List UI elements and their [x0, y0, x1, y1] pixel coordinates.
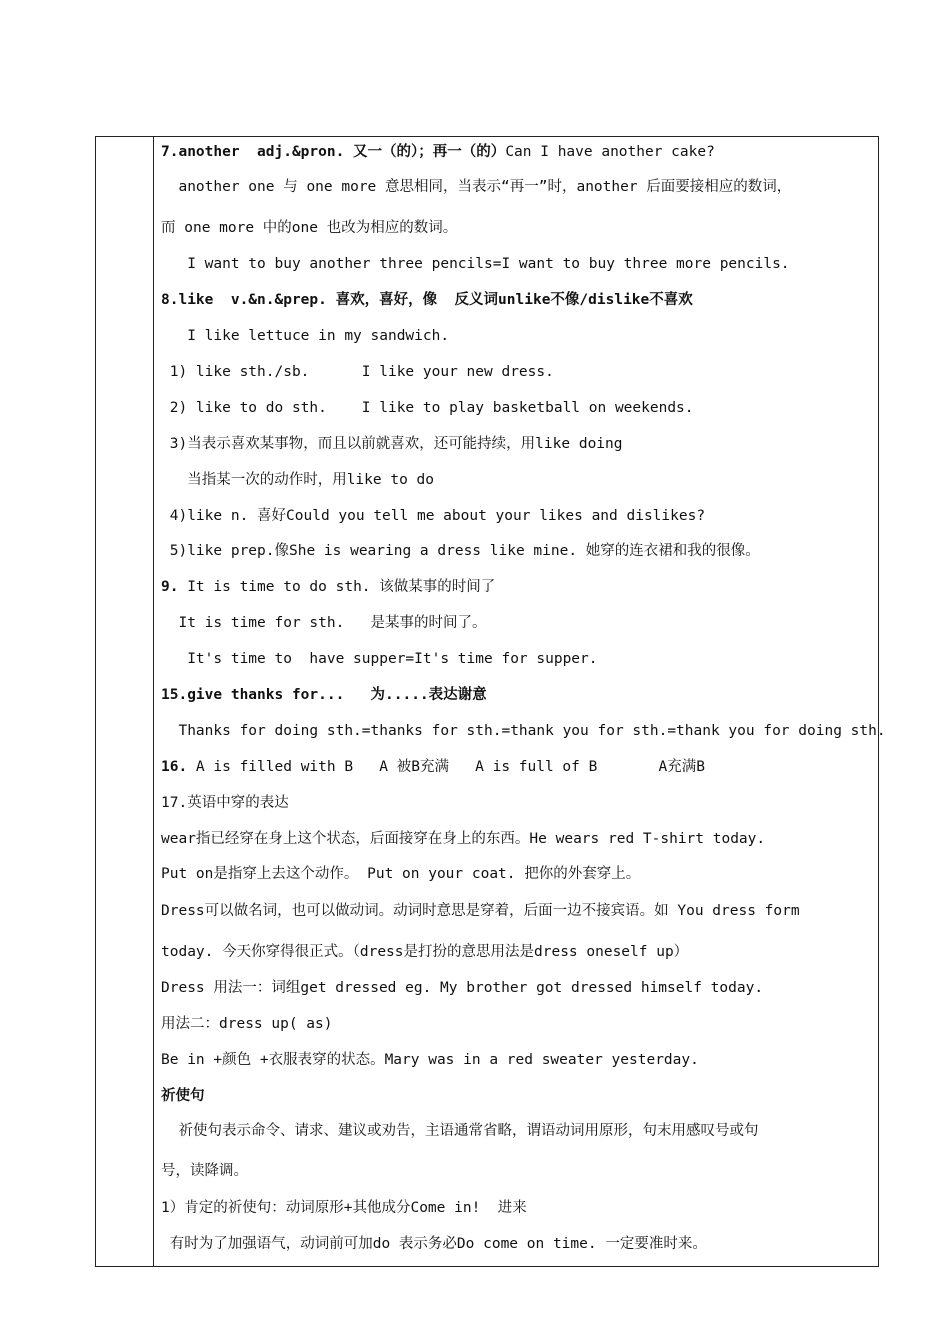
item-8-usage-1: 1) like sth./sb. I like your new dress.: [161, 364, 554, 380]
item-17-wear: wear指已经穿在身上这个状态，后面接穿在身上的东西。He wears red T-shirt today.: [161, 831, 766, 847]
item-17-heading: 17.英语中穿的表达: [161, 795, 289, 811]
imperative-affirmative: 1）肯定的祈使句：动词原形+其他成分Come in! 进来: [161, 1200, 527, 1216]
item-7-heading: 7.another adj.&pron. 又一（的）；再一（的）Can I have another cake?: [161, 144, 715, 160]
item-8-heading: 8.like v.&n.&prep. 喜欢，喜好，像 反义词unlike不像/dislike不喜欢: [161, 292, 693, 308]
imperative-explanation-cont: 号，读降调。: [161, 1163, 248, 1179]
item-8-usage-2: 2) like to do sth. I like to play basketball on weekends.: [161, 400, 694, 416]
item-17-put-on: Put on是指穿上去这个动作。 Put on your coat. 把你的外套穿上。: [161, 866, 641, 882]
item-15-heading: 15.give thanks for... 为.....表达谢意: [161, 687, 487, 703]
item-15-usage: Thanks for doing sth.=thanks for sth.=thank you for sth.=thank you for doing sth.: [161, 723, 886, 739]
item-17-dress-usage-1: Dress 用法一：词组get dressed eg. My brother got dressed himself today.: [161, 980, 764, 996]
imperative-heading: 祈使句: [161, 1088, 205, 1104]
item-17-dress-usage-2: 用法二：dress up( as): [161, 1016, 333, 1032]
item-7-example: I want to buy another three pencils=I want to buy three more pencils.: [161, 256, 790, 272]
item-9-heading: 9. It is time to do sth. 该做某事的时间了: [161, 579, 496, 595]
item-7-explanation: another one 与 one more 意思相同，当表示“再一”时，another 后面要接相应的数词，: [161, 179, 792, 195]
item-8-usage-3: 3)当表示喜欢某事物，而且以前就喜欢，还可能持续，用like doing: [161, 436, 623, 452]
item-7-explanation-cont: 而 one more 中的one 也改为相应的数词。: [161, 220, 458, 236]
imperative-emphasis: 有时为了加强语气，动词前可加do 表示务必Do come on time. 一定要准时来。: [161, 1236, 707, 1252]
item-8-usage-4: 4)like n. 喜好Could you tell me about your likes and dislikes?: [161, 508, 706, 524]
item-17-be-in: Be in +颜色 +衣服表穿的状态。Mary was in a red sweater yesterday.: [161, 1052, 699, 1068]
table-column-divider: [153, 136, 154, 1267]
item-17-dress: Dress可以做名词，也可以做动词。动词时意思是穿着，后面一边不接宾语。如 You dress form: [161, 903, 800, 919]
item-8-usage-5: 5)like prep.像She is wearing a dress like mine. 她穿的连衣裙和我的很像。: [161, 543, 760, 559]
item-8-usage-3-cont: 当指某一次的动作时，用like to do: [161, 472, 434, 488]
item-17-dress-cont: today. 今天你穿得很正式。（dress是打扮的意思用法是dress oneself up）: [161, 944, 689, 960]
item-16-heading: 16. A is filled with B A 被B充满 A is full of B A充满B: [161, 759, 705, 775]
item-8-example: I like lettuce in my sandwich.: [161, 328, 450, 344]
imperative-explanation: 祈使句表示命令、请求、建议或劝告，主语通常省略，谓语动词用原形，句末用感叹号或句: [161, 1123, 759, 1139]
item-9-example: It's time to have supper=It's time for supper.: [161, 651, 598, 667]
item-9-usage: It is time for sth. 是某事的时间了。: [161, 615, 487, 631]
